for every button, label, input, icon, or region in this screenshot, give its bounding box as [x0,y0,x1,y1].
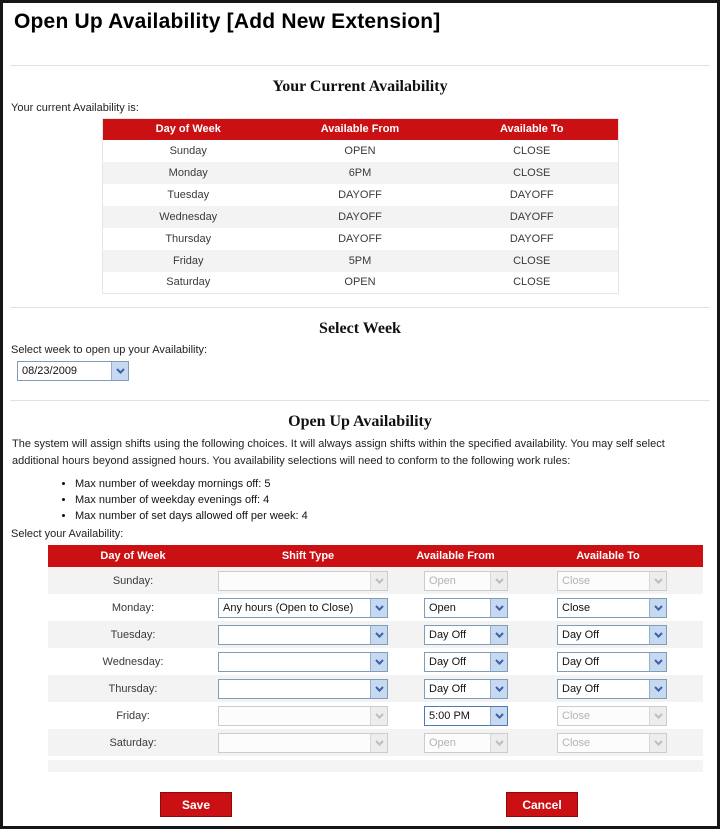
day-label: Tuesday: [110,628,156,641]
day-label: Thursday: [108,682,158,695]
shift-type-select [218,571,388,591]
form-row-wednesday [48,648,703,675]
open-up-availability-heading: Open Up Availability [288,413,432,430]
cell-day: Saturday [166,276,211,289]
cell-from: OPEN [344,144,376,157]
col-header-available-from: Available From [274,119,446,140]
chevron-down-icon [490,626,507,644]
cell-to: DAYOFF [509,188,554,201]
cell-to: CLOSE [513,144,551,157]
chevron-down-icon [490,707,507,725]
cell-from: DAYOFF [338,210,382,223]
form-footer-strip [48,760,703,772]
available-from-select: Open [424,571,508,591]
work-rule-item: • Max number of weekday evenings off: 4 [75,494,717,506]
open-up-description: The system will assign shifts using the following choices. It will always assign shifts within the specified availability. You may self select additional hours beyond assigned hours. You availability selections will need to conform to the following work rules: [12,438,665,467]
chevron-down-icon [490,734,507,752]
form-row-sunday [48,567,703,594]
form-row-thursday [48,675,703,702]
shift-type-select [218,733,388,753]
col-header-day-of-week: Day of Week [100,550,166,562]
cell-day: Friday [172,254,204,267]
cell-from: DAYOFF [338,232,382,245]
work-rule-item: • Max number of set days allowed off per week: 4 [75,510,717,522]
cell-day: Sunday [169,144,207,157]
cell-to: CLOSE [513,254,551,267]
day-label: Saturday: [109,736,157,749]
current-availability-heading: Your Current Availability [272,78,448,95]
table-row [102,250,618,272]
work-rules-list [75,478,717,522]
available-from-select[interactable]: 5:00 PM [424,706,508,726]
day-label: Friday: [116,709,150,722]
available-to-select[interactable]: Close [557,598,667,618]
chevron-down-icon [370,572,387,590]
cell-to: CLOSE [513,276,551,289]
available-from-select[interactable]: Day Off [424,652,508,672]
day-label: Sunday: [112,574,154,587]
form-row-saturday [48,729,703,756]
chevron-down-icon [649,653,666,671]
available-from-select[interactable]: Day Off [424,625,508,645]
chevron-down-icon [370,707,387,725]
chevron-down-icon [490,572,507,590]
current-availability-intro: Your current Availability is: [11,102,139,114]
cell-from: OPEN [344,276,376,289]
available-to-select: Close [557,571,667,591]
form-row-monday [48,594,703,621]
cell-from: DAYOFF [338,188,382,201]
col-header-available-to: Available To [446,119,618,140]
chevron-down-icon [370,626,387,644]
table-header-row [102,119,618,140]
cell-day: Wednesday [159,210,218,223]
chevron-down-icon [370,680,387,698]
day-label: Monday: [111,601,155,614]
form-row-friday [48,702,703,729]
week-select-value: 08/23/2009 [22,365,78,377]
col-header-day-of-week: Day of Week [102,119,274,140]
cell-to: CLOSE [513,166,551,179]
chevron-down-icon [370,599,387,617]
chevron-down-icon [649,707,666,725]
shift-type-select[interactable]: Any hours (Open to Close) [218,598,388,618]
chevron-down-icon [111,362,128,380]
chevron-down-icon [649,734,666,752]
shift-type-select[interactable] [218,679,388,699]
page-title: Open Up Availability [Add New Extension] [14,10,441,33]
table-row [102,184,618,206]
table-row [102,228,618,250]
select-week-label: Select week to open up your Availability: [11,344,208,356]
chevron-down-icon [370,734,387,752]
shift-type-select[interactable] [218,625,388,645]
day-label: Wednesday: [102,655,164,668]
table-row [102,272,618,294]
chevron-down-icon [490,653,507,671]
form-row-tuesday [48,621,703,648]
chevron-down-icon [490,680,507,698]
chevron-down-icon [649,599,666,617]
available-to-select[interactable]: Day Off [557,652,667,672]
select-week-heading: Select Week [319,320,401,337]
action-bar [3,792,717,818]
cancel-button[interactable]: Cancel [506,792,578,817]
chevron-down-icon [370,653,387,671]
cell-day: Thursday [165,232,212,245]
available-from-select[interactable]: Day Off [424,679,508,699]
current-availability-table [102,118,619,294]
chevron-down-icon [649,626,666,644]
save-button[interactable]: Save [160,792,232,817]
cell-to: DAYOFF [509,210,554,223]
cell-to: DAYOFF [509,232,554,245]
week-select[interactable] [17,361,129,381]
available-from-select[interactable]: Open [424,598,508,618]
chevron-down-icon [490,599,507,617]
table-row [102,206,618,228]
col-header-available-to: Available To [576,550,640,562]
availability-form [48,545,703,756]
table-row [102,140,618,162]
shift-type-select [218,706,388,726]
available-from-select: Open [424,733,508,753]
form-header-row [48,545,703,567]
shift-type-select[interactable] [218,652,388,672]
table-row [102,162,618,184]
cell-from: 6PM [348,166,372,179]
available-to-select: Close [557,706,667,726]
cell-day: Monday [168,166,208,179]
cell-day: Tuesday [167,188,210,201]
col-header-shift-type: Shift Type [281,550,335,562]
cell-from: 5PM [348,254,372,267]
available-to-select: Close [557,733,667,753]
chevron-down-icon [649,680,666,698]
available-to-select[interactable]: Day Off [557,679,667,699]
select-availability-label: Select your Availability: [11,528,124,540]
available-to-select[interactable]: Day Off [557,625,667,645]
work-rule-item: • Max number of weekday mornings off: 5 [75,478,717,490]
chevron-down-icon [649,572,666,590]
col-header-available-from: Available From [416,550,495,562]
